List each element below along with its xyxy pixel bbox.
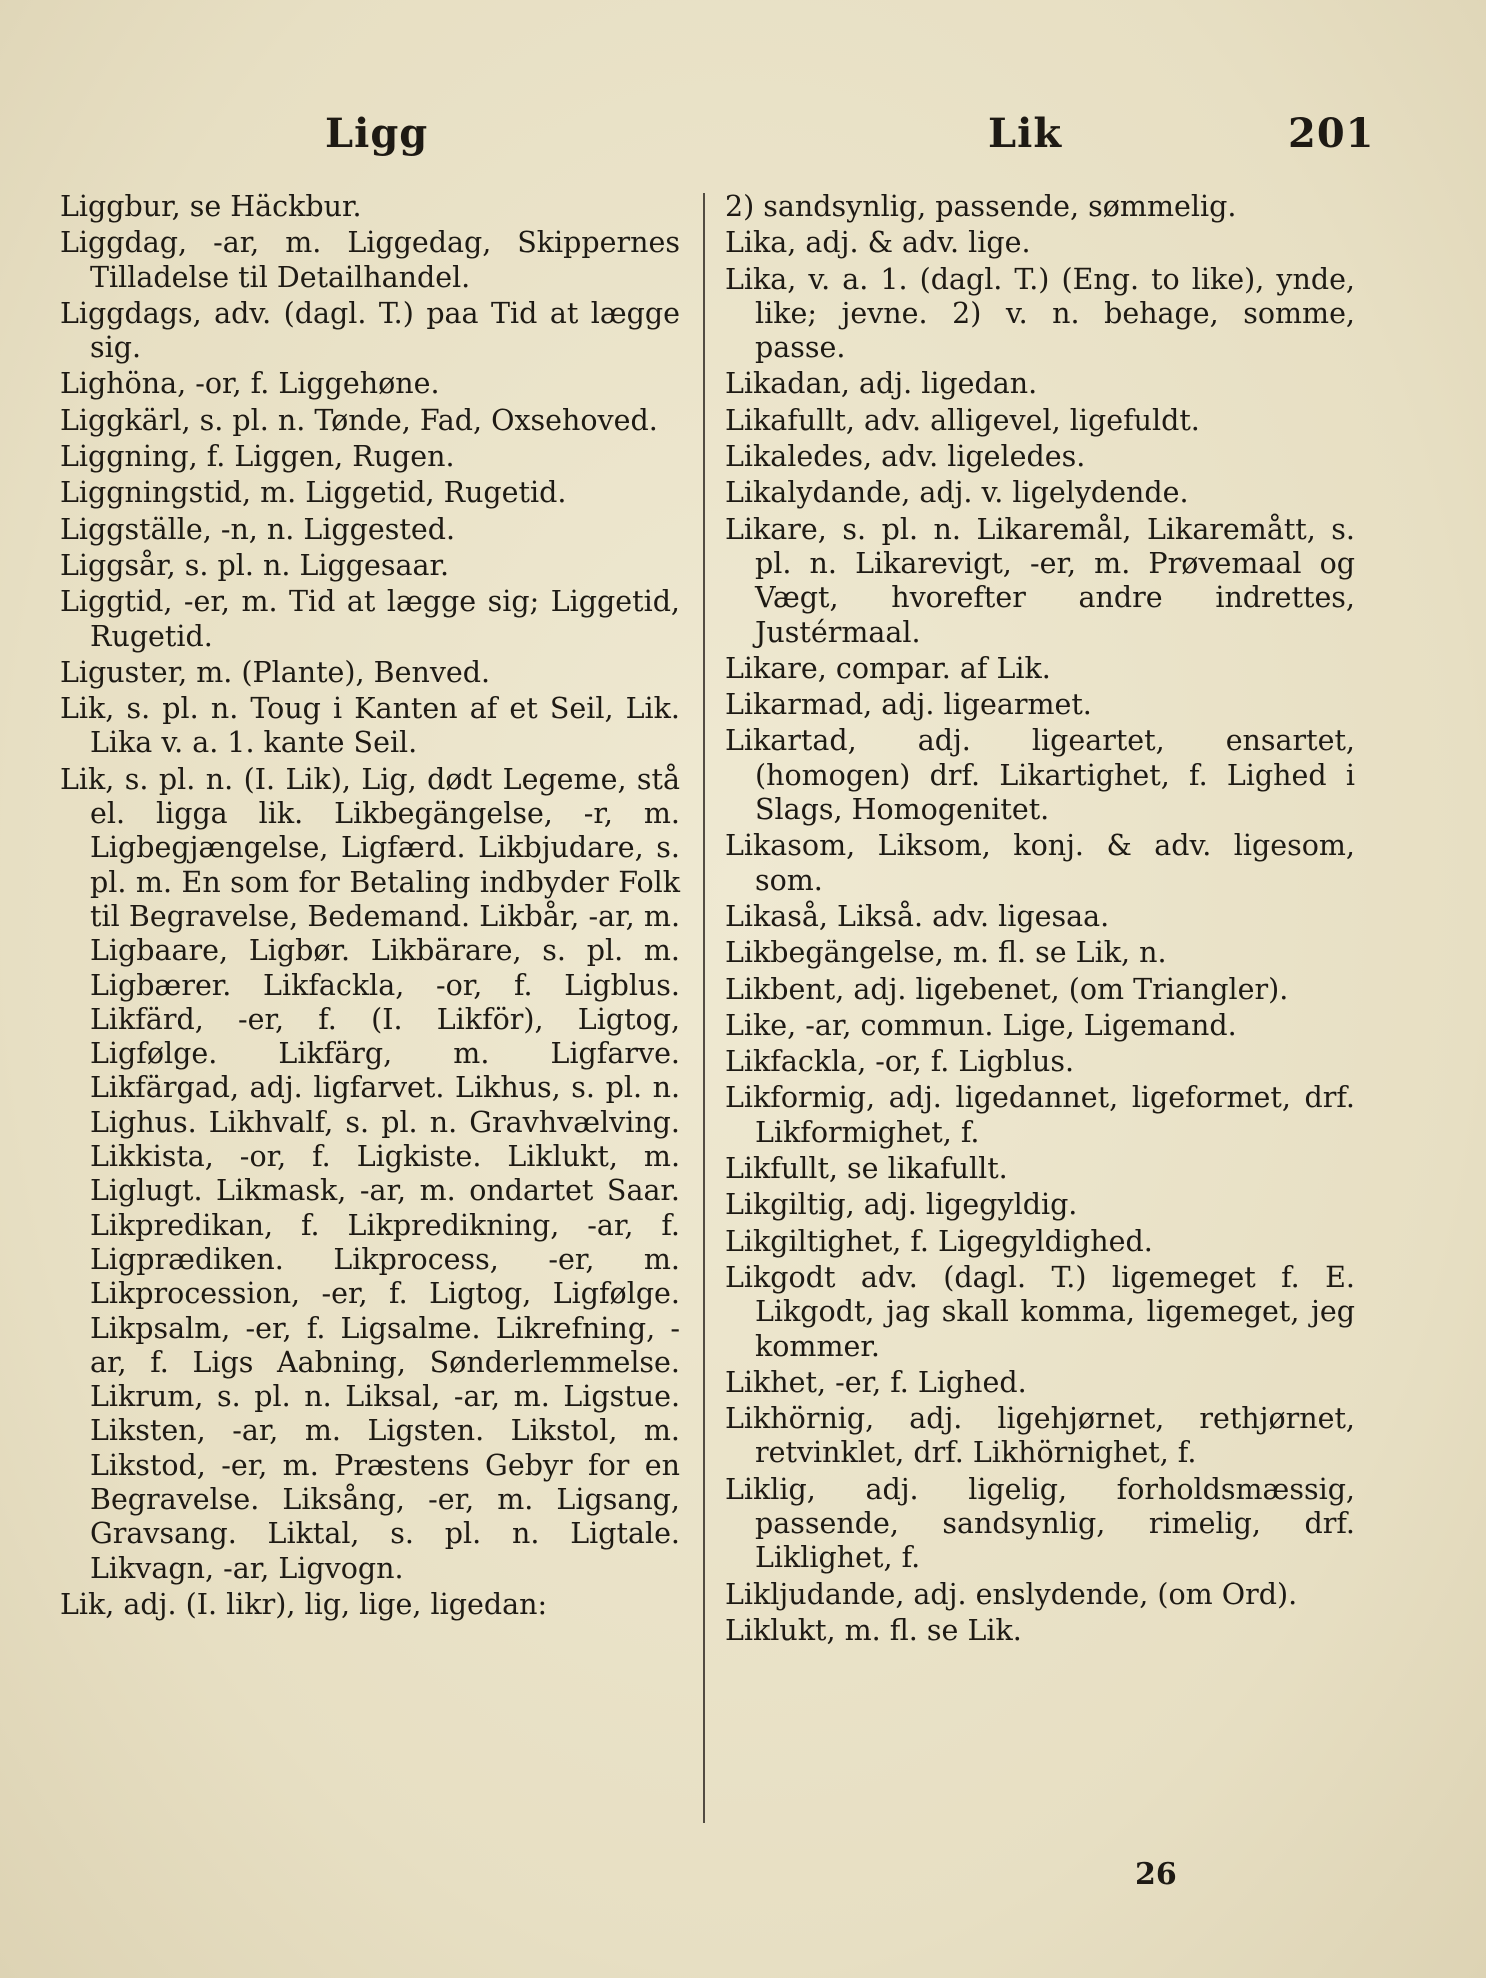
header-right-word: Lik xyxy=(988,110,1063,157)
dictionary-entry: Liggtid, -er, m. Tid at lægge sig; Liggetid, Rugetid. xyxy=(60,585,680,653)
dictionary-entry: Lik, s. pl. n. (I. Lik), Lig, dødt Legeme, stå el. ligga lik. Likbegängelse, -r, m. Ligbegjængelse, Ligfærd. Likbjudare, s. pl. m. En som for Betaling indbyder Folk til Begravelse, Bedemand. Likbår, -ar, m. Ligbaare, Ligbør. Likbärare, s. pl. m. Ligbærer. Likfackla, -or, f. Ligblus. Likfärd, -er, f. (I. Likför), Ligtog, Ligfølge. Likfärg, m. Ligfarve. Likfärgad, adj. ligfarvet. Likhus, s. pl. n. Lighus. Likhvalf, s. pl. n. Gravhvælving. Likkista, -or, f. Ligkiste. Liklukt, m. Liglugt. Likmask, -ar, m. ondartet Saar. Likpredikan, f. Likpredikning, -ar, f. Ligprædiken. Likprocess, -er, m. Likprocession, -er, f. Ligtog, Ligfølge. Likpsalm, -er, f. Ligsalme. Likrefning, -ar, f. Ligs Aabning, Sønderlemmelse. Likrum, s. pl. n. Liksal, -ar, m. Ligstue. Liksten, -ar, m. Ligsten. Likstol, m. Likstod, -er, m. Præstens Gebyr for en Begravelse. Liksång, -er, m. Ligsang, Gravsang. Liktal, s. pl. n. Ligtale. Likvagn, -ar, Ligvogn. xyxy=(60,762,680,1585)
dictionary-entry: Likare, s. pl. n. Likaremål, Likaremått, s. pl. n. Likarevigt, -er, m. Prøvemaal og Vægt, hvorefter andre indrettes, Justérmaal. xyxy=(725,512,1355,649)
dictionary-entry: Liggställe, -n, n. Liggested. xyxy=(60,512,456,546)
dictionary-entry: Likasom, Liksom, konj. & adv. ligesom, som. xyxy=(725,829,1355,897)
dictionary-entry: Likgodt adv. (dagl. T.) ligemeget f. E. Likgodt, jag skall komma, ligemeget, jeg kommer. xyxy=(725,1260,1355,1363)
dictionary-entry: Liguster, m. (Plante), Benved. xyxy=(60,655,491,689)
dictionary-entry: Likfackla, -or, f. Ligblus. xyxy=(725,1045,1075,1079)
dictionary-entry: Lika, v. a. 1. (dagl. T.) (Eng. to like), ynde, like; jevne. 2) v. n. behage, somme, passe. xyxy=(725,262,1355,365)
signature-mark: 26 xyxy=(1135,1857,1177,1892)
dictionary-entry: Like, -ar, commun. Lige, Ligemand. xyxy=(725,1008,1237,1042)
dictionary-entry: Liklig, adj. ligelig, forholdsmæssig, passende, sandsynlig, rimelig, drf. Liklighet, f. xyxy=(725,1472,1355,1575)
dictionary-entry: Likgiltig, adj. ligegyldig. xyxy=(725,1188,1078,1222)
dictionary-entry: Liggkärl, s. pl. n. Tønde, Fad, Oxsehoved. xyxy=(60,403,658,437)
dictionary-entry: Likhörnig, adj. ligehjørnet, rethjørnet, retvinklet, drf. Likhörnighet, f. xyxy=(725,1402,1355,1470)
dictionary-entry: Likalydande, adj. v. ligelydende. xyxy=(725,476,1189,510)
dictionary-entry: Likljudande, adj. enslydende, (om Ord). xyxy=(725,1577,1298,1611)
dictionary-entry: Liggdags, adv. (dagl. T.) paa Tid at lægge sig. xyxy=(60,296,680,365)
page-header xyxy=(0,110,1486,170)
dictionary-entry: Likformig, adj. ligedannet, ligeformet, drf. Likformighet, f. xyxy=(725,1081,1355,1149)
dictionary-entry: Lik, adj. (I. likr), lig, lige, ligedan: xyxy=(60,1587,548,1621)
dictionary-entry: Lik, s. pl. n. Toug i Kanten af et Seil, Lik. Lika v. a. 1. kante Seil. xyxy=(60,692,680,760)
dictionary-entry: Likartad, adj. ligeartet, ensartet, (homogen) drf. Likartighet, f. Lighed i Slags, Homogenitet. xyxy=(725,724,1355,827)
dictionary-entry: Likfullt, se likafullt. xyxy=(725,1152,1008,1186)
dictionary-entry: Likhet, -er, f. Lighed. xyxy=(725,1365,1027,1399)
left-column xyxy=(60,190,680,1624)
header-left-word: Ligg xyxy=(325,110,429,157)
dictionary-entry: Liklukt, m. fl. se Lik. xyxy=(725,1613,1022,1647)
dictionary-entry: Lighöna, -or, f. Liggehøne. xyxy=(60,367,440,401)
dictionary-entry: Liggsår, s. pl. n. Liggesaar. xyxy=(60,548,450,582)
dictionary-entry: Lika, adj. & adv. lige. xyxy=(725,226,1031,260)
dictionary-entry: Likare, compar. af Lik. xyxy=(725,651,1051,685)
dictionary-entry: Liggningstid, m. Liggetid, Rugetid. xyxy=(60,476,567,510)
column-divider xyxy=(703,193,705,1823)
dictionary-entry: Likaså, Likså. adv. ligesaa. xyxy=(725,899,1110,933)
dictionary-entry: Liggning, f. Liggen, Rugen. xyxy=(60,440,455,474)
page-number: 201 xyxy=(1288,110,1375,157)
dictionary-entry: Likaledes, adv. ligeledes. xyxy=(725,440,1086,474)
dictionary-entry: 2) sandsynlig, passende, sømmelig. xyxy=(725,190,1237,223)
right-column xyxy=(725,190,1355,1650)
dictionary-entry: Likbegängelse, m. fl. se Lik, n. xyxy=(725,936,1167,970)
dictionary-entry: Likafullt, adv. alligevel, ligefuldt. xyxy=(725,403,1200,437)
dictionary-entry: Likgiltighet, f. Ligegyldighed. xyxy=(725,1224,1153,1258)
dictionary-entry: Liggdag, -ar, m. Liggedag, Skippernes Tilladelse til Detailhandel. xyxy=(60,226,680,294)
dictionary-entry: Likarmad, adj. ligearmet. xyxy=(725,688,1092,722)
dictionary-entry: Likbent, adj. ligebenet, (om Triangler). xyxy=(725,972,1289,1006)
dictionary-entry: Likadan, adj. ligedan. xyxy=(725,367,1038,401)
dictionary-entry: Liggbur, se Häckbur. xyxy=(60,190,362,223)
